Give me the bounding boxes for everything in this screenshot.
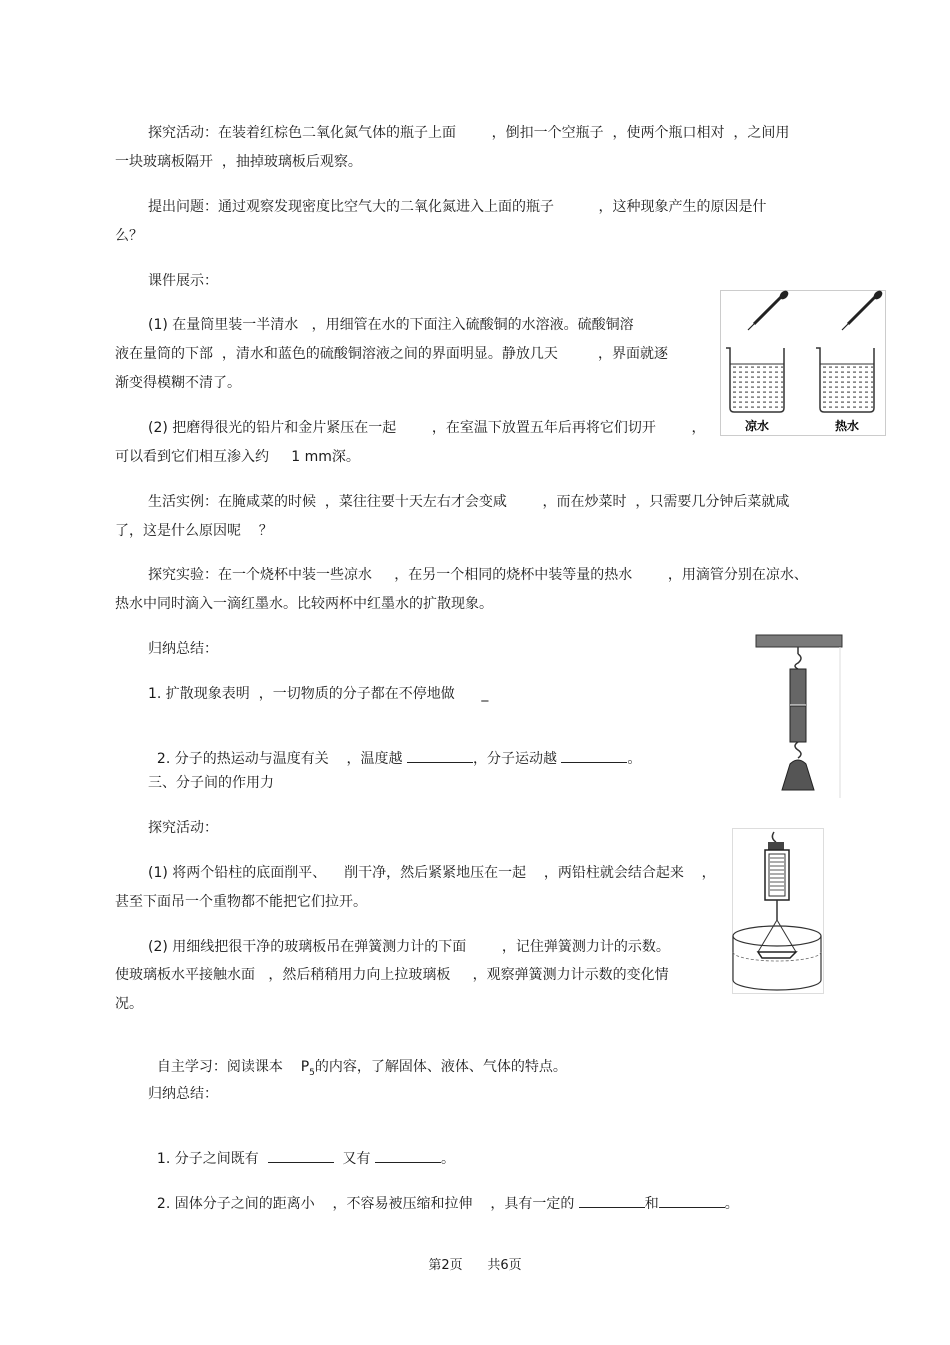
- page-footer: [0, 1254, 950, 1273]
- fill-blank: [407, 748, 473, 763]
- paragraph-line: 1. 扩散现象表明 ，一切物质的分子都在不停地做 _: [148, 686, 489, 702]
- paragraph-line: 渐变得模糊不清了。: [115, 375, 241, 391]
- fill-blank: [268, 1148, 334, 1163]
- page-total: 共6页: [487, 1258, 522, 1273]
- paragraph-line: 甚至下面吊一个重物都不能把它们拉开。: [115, 894, 367, 910]
- paragraph-line: 生活实例：在腌咸菜的时候 ，菜往往要十天左右才会变咸 ，而在炒菜时 ，只需要几分钟后菜就咸: [148, 494, 790, 510]
- paragraph-line: 使玻璃板水平接触水面 ，然后稍稍用力向上拉玻璃板 ，观察弹簧测力计示数的变化情: [115, 967, 669, 983]
- hook-icon: [795, 742, 801, 758]
- section-heading: 归纳总结：: [148, 1086, 218, 1102]
- beaker-hot-icon: [816, 348, 874, 412]
- line-text: 。: [627, 751, 642, 767]
- line-text: 又有: [342, 1151, 371, 1167]
- dropper-icon: [842, 290, 884, 330]
- fill-blank: [579, 1193, 645, 1208]
- paragraph-line: 热水中同时滴入一滴红墨水。比较两杯中红墨水的扩散现象。: [115, 596, 493, 612]
- line-text: 1. 分子之间既有: [156, 1151, 259, 1167]
- page-number: 第2页: [428, 1258, 463, 1273]
- scale-top: [768, 842, 784, 850]
- paragraph-line: (1) 在量筒里装一半清水 ，用细管在水的下面注入硫酸铜的水溶液。硫酸铜溶: [148, 317, 634, 333]
- lead-cylinders-figure: [752, 632, 844, 798]
- dropper-icon: [748, 290, 790, 330]
- subscript: 5: [309, 1067, 315, 1078]
- section-heading: 课件展示：: [148, 273, 218, 289]
- paragraph-line: [148, 1130, 455, 1168]
- fill-blank: [561, 748, 627, 763]
- paragraph-line: 了，这是什么原因呢 ？: [115, 523, 273, 539]
- beakers-figure: [720, 290, 886, 436]
- line-text: 2. 固体分子之间的距离小 ，不容易被压缩和拉伸 ，具有一定的: [156, 1196, 575, 1212]
- paragraph-line: (1) 将两个铅柱的底面削平、 削干净，然后紧紧地压在一起 ，两铅柱就会结合起来 ，: [148, 865, 716, 881]
- paragraph-line: 提出问题：通过观察发现密度比空气大的二氧化氮进入上面的瓶子 ，这种现象产生的原因是什: [148, 199, 767, 215]
- support-beam: [756, 635, 842, 647]
- water-surface: [733, 952, 821, 961]
- hook-icon: [772, 832, 776, 842]
- weight-icon: [782, 760, 814, 790]
- line-text: 。: [724, 1196, 739, 1212]
- line-text: 自主学习：阅读课本 P: [156, 1059, 310, 1075]
- paragraph-line: (2) 用细线把很干净的玻璃板吊在弹簧测力计的下面 ，记住弹簧测力计的示数。: [148, 939, 670, 955]
- glass-plate: [758, 952, 796, 958]
- paragraph-line: (2) 把磨得很光的铅片和金片紧压在一起 ，在室温下放置五年后再将它们切开 ，: [148, 420, 706, 436]
- spring-scale-figure: [732, 828, 824, 994]
- section-heading: 归纳总结：: [148, 641, 218, 657]
- hook-icon: [795, 654, 801, 669]
- line-text: 2. 分子的热运动与温度有关 ，温度越: [156, 751, 403, 767]
- paragraph-line: 可以看到它们相互渗入约 1 mm深。: [115, 449, 360, 465]
- line-text: 和: [644, 1196, 659, 1212]
- water-container-rim: [733, 926, 821, 946]
- fill-blank: [375, 1148, 441, 1163]
- fill-blank: [659, 1193, 725, 1208]
- label-hot-water: 热水: [834, 419, 860, 433]
- line-text: ，分子运动越: [472, 751, 557, 767]
- lead-cylinder-bottom: [790, 706, 806, 742]
- paragraph-line: 探究活动：在装着红棕色二氧化氮气体的瓶子上面 ，倒扣一个空瓶子 ，使两个瓶口相对 ，之间用: [148, 125, 790, 141]
- paragraph-line: 么？: [115, 228, 143, 244]
- section-heading: 三、分子间的作用力: [148, 775, 274, 791]
- paragraph-line: 探究实验：在一个烧杯中装一些凉水 ，在另一个相同的烧杯中装等量的热水 ，用滴管分别在凉水、: [148, 567, 808, 583]
- line-text: 的内容，了解固体、液体、气体的特点。: [314, 1059, 567, 1075]
- paragraph-line: 液在量筒的下部 ，清水和蓝色的硫酸铜溶液之间的界面明显。静放几天 ，界面就逐: [115, 346, 668, 362]
- lead-cylinder-top: [790, 669, 806, 705]
- label-cold-water: 凉水: [744, 419, 770, 433]
- paragraph-line: [148, 1040, 567, 1082]
- line-text: 。: [440, 1151, 455, 1167]
- section-heading: 探究活动：: [148, 820, 218, 836]
- beaker-cold-icon: [726, 348, 784, 412]
- paragraph-line: [148, 730, 641, 768]
- paragraph-line: 一块玻璃板隔开 ，抽掉玻璃板后观察。: [115, 154, 362, 170]
- paragraph-line: 况。: [115, 996, 143, 1012]
- paragraph-line: [148, 1175, 739, 1213]
